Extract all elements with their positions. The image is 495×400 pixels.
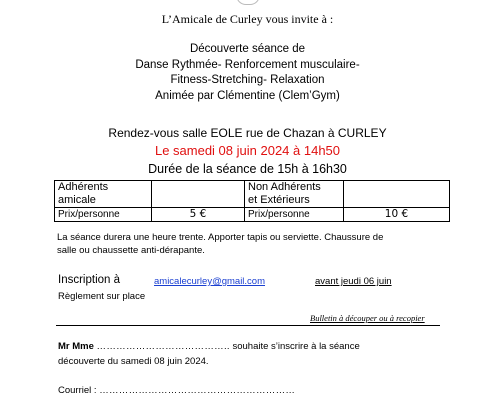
cut-instruction: Bulletin à découper ou à recopier: [310, 313, 425, 323]
form-name-field[interactable]: …………………………………..: [96, 341, 230, 352]
form-name-text: souhaite s’inscrire à la séance: [232, 341, 360, 352]
table-row: [55, 181, 450, 208]
price-table: [54, 180, 450, 222]
members-header-line-1: Adhérents: [58, 181, 109, 193]
inscription-label: Inscription à: [58, 274, 121, 286]
payment-text: Règlement sur place: [58, 291, 146, 302]
price-label-cell: Prix/personne: [55, 208, 152, 222]
program-line-3: Fitness-Stretching- Relaxation: [170, 74, 325, 86]
price-value-cell: 10 €: [344, 208, 450, 222]
price-label-cell: Prix/personne: [245, 208, 344, 222]
non-members-header-line-2: et Extérieurs: [248, 194, 310, 206]
non-members-header-line-1: Non Adhérents: [248, 181, 321, 193]
table-row: [55, 208, 450, 222]
note-paragraph: [57, 231, 457, 257]
rendezvous-line: Rendez-vous salle EOLE rue de Chazan à CURLEY: [108, 126, 387, 140]
note-line-2: salle ou chaussette anti-dérapante.: [57, 245, 205, 256]
deadline-text: avant jeudi 06 juin: [315, 276, 392, 287]
courriel-label: Courriel :: [58, 385, 97, 396]
email-link[interactable]: amicalecurley@gmail.com: [154, 276, 266, 287]
duration-line: Durée de la séance de 15h à 16h30: [148, 162, 347, 176]
program-line-4: Animée par Clémentine (Clem’Gym): [155, 89, 340, 102]
price-value-cell: 5 €: [152, 208, 245, 222]
form-name-text-2: découverte du samedi 08 juin 2024.: [58, 356, 209, 367]
members-header-line-2: amicale: [58, 194, 96, 206]
form-name-label: Mr Mme: [58, 341, 94, 352]
empty-cell: [344, 181, 450, 208]
non-members-header-cell: [245, 181, 344, 208]
program-block: [0, 42, 495, 104]
cut-line-divider: [56, 325, 440, 326]
date-line: Le samedi 08 juin 2024 à 14h50: [154, 143, 341, 158]
logo-fragment: [236, 0, 260, 5]
members-header-cell: [55, 181, 152, 208]
courriel-line: [58, 385, 295, 396]
note-line-1: La séance durera une heure trente. Apporter tapis ou serviette. Chaussure de: [57, 232, 384, 243]
program-line-1: Découverte séance de: [189, 43, 306, 55]
program-line-2: Danse Rythmée- Renforcement musculaire-: [135, 58, 360, 71]
form-name-line: [58, 341, 360, 352]
courriel-field[interactable]: ……………………………………………………: [99, 385, 296, 396]
empty-cell: [152, 181, 245, 208]
invite-line: L’Amicale de Curley vous invite à :: [161, 12, 334, 26]
